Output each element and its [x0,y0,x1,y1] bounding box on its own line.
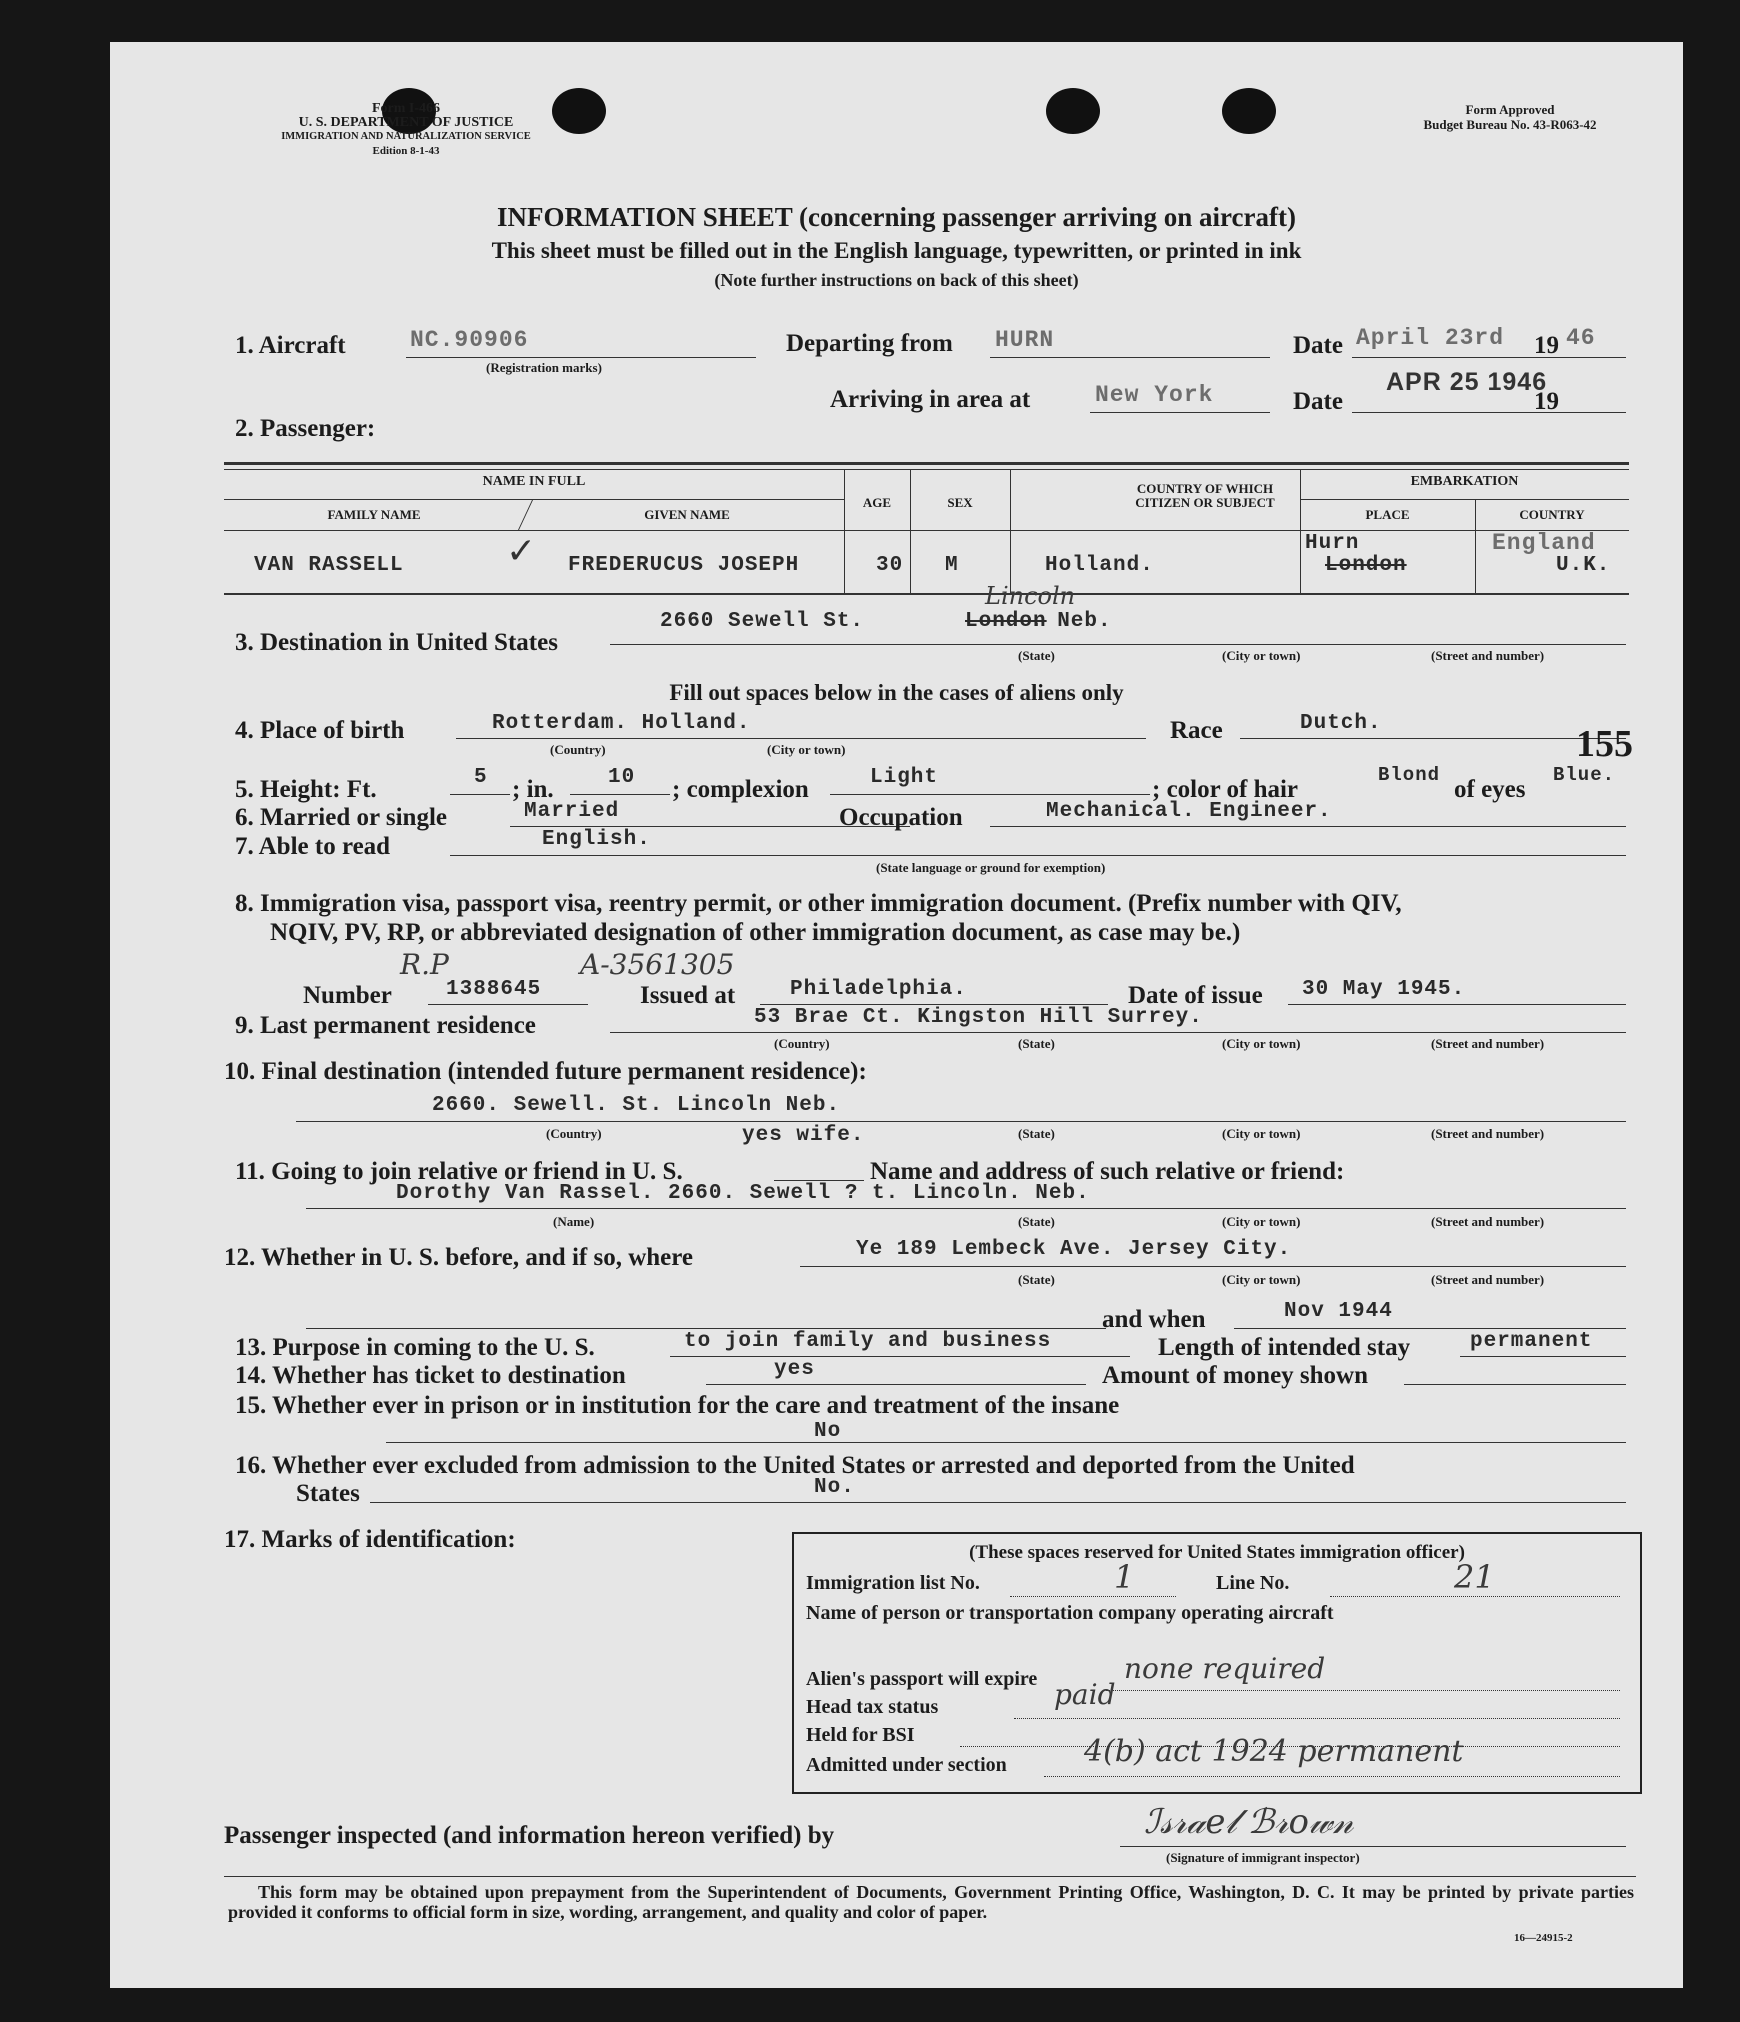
citizen-header: COUNTRY OF WHICH CITIZEN OR SUBJECT [1135,481,1275,510]
age-cell[interactable]: 30 [876,554,904,577]
q7-caption: (State language or ground for exemption) [876,860,1106,875]
approval-line1: Form Approved [1465,102,1555,117]
form-id-block [216,102,596,158]
head-tax-value[interactable]: paid [1054,1678,1116,1711]
q5-label: 5. Height: Ft. [235,776,377,803]
q16-label2: States [296,1480,360,1507]
given-name-header: GIVEN NAME [644,507,730,522]
q13-value[interactable]: to join family and business [684,1330,1052,1353]
q9-state-caption: (State) [1018,1036,1055,1051]
footer-code: 16—24915-2 [1514,1932,1573,1944]
q9-label: 9. Last permanent residence [235,1012,536,1039]
arriving-label: Arriving in area at [830,386,1031,413]
q6-label: 6. Married or single [235,804,447,831]
q11-label2: Name and address of such relative or friend: [870,1158,1345,1185]
race-label: Race [1170,717,1223,744]
inspected-label: Passenger inspected (and information hereon verified) by [224,1822,835,1849]
line-no-label: Line No. [1216,1572,1290,1594]
q14-label: 14. Whether has ticket to destination [235,1362,626,1389]
race-value[interactable]: Dutch. [1300,712,1382,735]
date-of-issue-value[interactable]: 30 May 1945. [1302,978,1466,1001]
aircraft-label: 1. Aircraft [235,332,346,359]
q4-country-caption: (Country) [550,742,606,757]
place-cell[interactable]: Hurn [1305,532,1360,555]
q12-value[interactable]: Ye 189 Lembeck Ave. Jersey City. [856,1238,1292,1261]
department: U. S. DEPARTMENT OF JUSTICE [298,115,514,130]
approval-block [1360,102,1660,132]
section-label: Admitted under section [806,1754,1007,1776]
q10-city-caption: (City or town) [1222,1126,1301,1141]
check-mark-icon: ✓ [506,531,537,571]
when-value[interactable]: Nov 1944 [1284,1300,1393,1323]
q3-struck: London [965,610,1047,633]
passport-label: Alien's passport will expire [806,1668,1038,1690]
hair-label: ; color of hair [1152,776,1299,803]
punch-hole [1046,88,1100,134]
head-tax-label: Head tax status [806,1696,939,1718]
page-number: 155 [1576,723,1633,765]
q17-label: 17. Marks of identification: [224,1526,516,1553]
q15-value[interactable]: No [814,1420,842,1443]
complexion-label: ; complexion [672,776,809,803]
q3-value2[interactable]: . Neb. [1030,610,1112,633]
q9-country-caption: (Country) [774,1036,830,1051]
q3-state-caption: (State) [1018,648,1055,663]
q12-street-caption: (Street and number) [1431,1272,1545,1287]
q3-label: 3. Destination in United States [235,629,558,656]
year-value[interactable]: 46 [1566,325,1596,351]
occupation-value[interactable]: Mechanical. Engineer. [1046,800,1332,823]
company-label: Name of person or transportation company operating aircraft [806,1602,1334,1624]
q12-state-caption: (State) [1018,1272,1055,1287]
passenger-label: 2. Passenger: [235,415,376,442]
q8-text1: 8. Immigration visa, passport visa, reentry permit, or other immigration document. (Prefix number with QIV, [235,890,1402,917]
number-handwritten-prefix: R.P [400,948,449,981]
country2-cell[interactable]: U.K. [1556,554,1611,577]
departing-label: Departing from [786,330,953,357]
place-struck: London [1325,554,1407,577]
date2-label: Date [1293,388,1343,415]
inches-value[interactable]: 10 [608,766,636,789]
q7-value[interactable]: English. [542,828,651,851]
q14-value[interactable]: yes [774,1358,815,1381]
number-value[interactable]: 1388645 [446,978,542,1001]
citizen-cell[interactable]: Holland. [1045,554,1154,577]
family-name-header: FAMILY NAME [327,507,421,522]
q6-value[interactable]: Married [524,800,620,823]
embarkation-header: EMBARKATION [1410,474,1519,489]
eyes-label: of eyes [1454,776,1526,803]
issued-label: Issued at [640,982,736,1009]
q16-label: 16. Whether ever excluded from admission to the United States or arrested and deported from the United [235,1452,1355,1479]
service: IMMIGRATION AND NATURALIZATION SERVICE [281,131,531,142]
country-cell[interactable]: England [1492,530,1596,556]
aliens-only-heading: Fill out spaces below in the cases of aliens only [669,680,1124,705]
complexion-value[interactable]: Light [870,766,939,789]
money-label: Amount of money shown [1102,1362,1369,1389]
q10-state-caption: (State) [1018,1126,1055,1141]
q4-city-caption: (City or town) [767,742,846,757]
hair-value[interactable]: Blond [1378,764,1441,786]
feet-value[interactable]: 5 [474,766,488,789]
year-prefix: 19 [1534,332,1559,359]
q9-street-caption: (Street and number) [1431,1036,1545,1051]
section-value[interactable]: 4(b) act 1924 permanent [1084,1734,1464,1769]
eyes-value[interactable]: Blue. [1553,764,1616,786]
date-of-issue-label: Date of issue [1128,982,1263,1009]
q9-city-caption: (City or town) [1222,1036,1301,1051]
q7-label: 7. Able to read [235,833,391,860]
q10-value[interactable]: 2660. Sewell. St. Lincoln Neb. [432,1094,841,1117]
q11-street-caption: (Street and number) [1431,1214,1545,1229]
q11-name-caption: (Name) [553,1214,595,1229]
place-header: PLACE [1365,507,1410,522]
q12-label: 12. Whether in U. S. before, and if so, where [224,1244,693,1271]
form-title: INFORMATION SHEET (concerning passenger arriving on aircraft) [497,202,1296,232]
q11-city-caption: (City or town) [1222,1214,1301,1229]
given-name-cell[interactable]: FREDERUCUS JOSEPH [568,554,800,577]
aircraft-caption: (Registration marks) [486,360,602,375]
q3-value[interactable]: 2660 Sewell St. [660,610,865,633]
document-sheet [110,42,1683,1988]
q11-label: 11. Going to join relative or friend in U. S. [235,1158,683,1185]
arriving-value[interactable]: New York [1095,382,1214,408]
q3-city-caption: (City or town) [1222,648,1301,663]
q8-text2: NQIV, PV, RP, or abbreviated designation of other immigration document, as case may be.) [270,919,1241,946]
aircraft-value[interactable]: NC.90906 [410,327,529,353]
line-no-value[interactable]: 21 [1454,1558,1495,1596]
q12-city-caption: (City or town) [1222,1272,1301,1287]
inspected-caption: (Signature of immigrant inspector) [1166,1850,1360,1865]
occupation-label: Occupation [839,804,963,831]
stay-value[interactable]: permanent [1470,1330,1593,1353]
q4-value[interactable]: Rotterdam. Holland. [492,712,751,735]
q11-state-caption: (State) [1018,1214,1055,1229]
year2-prefix: 19 [1534,388,1559,415]
stay-label: Length of intended stay [1158,1334,1411,1361]
list-no-value[interactable]: 1 [1114,1558,1135,1596]
q9-value[interactable]: 53 Brae Ct. Kingston Hill Surrey. [754,1006,1203,1029]
date-label: Date [1293,332,1343,359]
approval-line2: Budget Bureau No. 43-R063-42 [1423,117,1597,132]
age-header: AGE [862,495,892,510]
country-header: COUNTRY [1519,507,1585,522]
sex-header: SEX [947,495,973,510]
q10-extra[interactable]: yes wife. [742,1124,865,1147]
q10-label: 10. Final destination (intended future permanent residence): [224,1058,867,1085]
family-name-cell[interactable]: VAN RASSELL [254,554,404,577]
name-in-full-header: NAME IN FULL [482,474,586,489]
inspector-signature-icon: ℐ𝓈𝓇𝒶𝑒𝓁 ℬ𝓇𝑜𝓌𝓃 [1144,1802,1354,1842]
when-label: and when [1102,1306,1206,1333]
punch-hole [1222,88,1276,134]
passport-value[interactable]: none required [1124,1652,1326,1685]
date-value[interactable]: April 23rd [1356,325,1505,351]
q3-street-caption: (Street and number) [1431,648,1545,663]
q3-handwritten: Lincoln [985,582,1076,610]
issued-value[interactable]: Philadelphia. [790,978,967,1001]
bsi-label: Held for BSI [806,1724,915,1746]
date-stamp: APR 25 1946 [1386,368,1548,396]
number-handwritten-a: A-3561305 [580,948,735,981]
form-number: Form I-466 [371,101,441,116]
q11-value[interactable]: Dorothy Van Rassel. 2660. Sewell ? t. Lincoln. Neb. [396,1182,1090,1205]
q10-street-caption: (Street and number) [1431,1126,1545,1141]
q10-country-caption: (Country) [546,1126,602,1141]
departing-value[interactable]: HURN [995,327,1055,353]
footer-text: This form may be obtained upon prepayment from the Superintendent of Documents, Government Printing Office, Washington, D. C. It may be printed by private parties provided it conforms to official form in size, wording, arrangement, and quality and color of paper. [228,1882,1634,1922]
q15-label: 15. Whether ever in prison or in institution for the care and treatment of the insane [235,1392,1120,1419]
number-label: Number [303,982,392,1009]
inches-label: ; in. [512,776,554,803]
q16-value[interactable]: No. [814,1476,855,1499]
q4-label: 4. Place of birth [235,717,405,744]
officer-box-header: (These spaces reserved for United States immigration officer) [969,1542,1465,1563]
form-note: (Note further instructions on back of this sheet) [714,270,1079,290]
sex-cell[interactable]: M [945,554,959,577]
form-subtitle: This sheet must be filled out in the English language, typewritten, or printed in ink [491,238,1302,263]
q13-label: 13. Purpose in coming to the U. S. [235,1334,595,1361]
list-no-label: Immigration list No. [806,1572,980,1594]
edition: Edition 8-1-43 [372,145,440,157]
